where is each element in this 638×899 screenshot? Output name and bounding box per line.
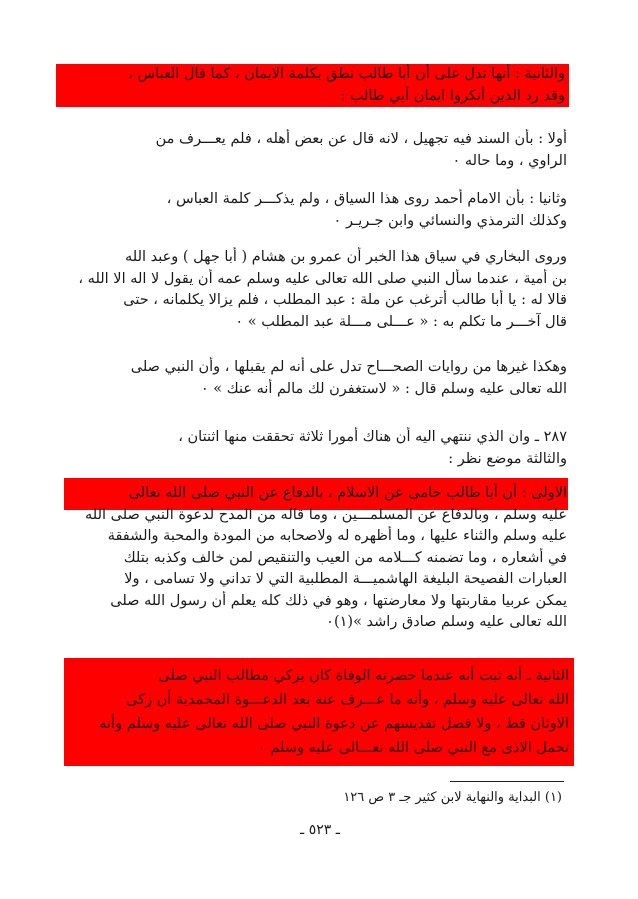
paragraph-second-objection xyxy=(62,189,567,232)
text-line: وروى البخاري في سياق هذا الخبر أن عمرو بن هشام ( أبا جهل ) وعبد الله xyxy=(125,249,567,265)
paragraph-first-objection xyxy=(62,129,567,172)
text-line: عليه وسلم ، وبالدفاع عن المسلمـــين ، وما قاله من المدح لدعوة النبي صلى الله xyxy=(85,506,567,523)
text-line: ٢٨٧ ـ وان الذي ننتهي اليه أن هناك أمورا ثلاثة تحققت منها اثنتان ، xyxy=(178,429,567,445)
paragraph-bukhari-narration xyxy=(62,247,567,333)
text-line: الاوثان قط ، ولا فضل تقديسهم عن دعوة النبي صلى الله تعالى عليه وسلم وأنه xyxy=(99,716,569,732)
text-line: وقد رد الذين أنكروا ايمان أبي طالب : xyxy=(340,87,565,104)
text-line: الله تعالى عليه وسلم صادق راشد »(١)٠ xyxy=(326,614,567,630)
text-line: تحمل الاذى مع النبي صلى الله تعـــالى عليه وسلم ٠ xyxy=(257,740,569,756)
footnote-separator xyxy=(450,781,564,782)
text-line: الله تعالى عليه وسلم ، وأنه ما عـــرف عنه بعد الدعـــوة المحمدية أن زكى xyxy=(126,692,569,708)
text-line: قال آخـــر ما تكلم به : « عـــلى مـــلة عبد المطلب » ٠ xyxy=(235,313,567,330)
paragraph-sahih-narrations xyxy=(62,357,567,400)
text-line: وكذلك الترمذي والنسائي وابن جـريـر ٠ xyxy=(333,212,567,229)
text-line: عليه وسلم والثناء عليها ، وما أظهره له ولاصحابه من المودة والمحبة والشفقة xyxy=(107,528,567,544)
text-line: الله تعالى عليه وسلم قال : « لاستغفرن لك مالم أنه عنك » ٠ xyxy=(200,380,567,397)
text-line: بن أمية ، عندما سأل النبي صلى الله تعالى عليه وسلم عمه أن يقول لا اله الا الله ، xyxy=(78,270,567,287)
paragraph-second-point-highlight xyxy=(64,658,574,766)
text-line: قالا له : يا أبا طالب أترغب عن ملة : عبد المطلب ، فلم يزالا يكلمانه ، حتى xyxy=(123,292,567,308)
text-line: يمكن عربيا مقاربتها ولا معارضتها ، وهو في ذلك كله يعلم أن رسول الله صلى xyxy=(110,592,567,609)
text-line: العبارات الفصيحة البليغة الهاشميـــة المطلبية التي لا تداني ولا تسامى ، ولا xyxy=(124,571,567,587)
footnote: (١) البداية والنهاية لابن كثير جـ ٣ ص ١٢٦ xyxy=(343,790,562,805)
text-line: أولا : بأن السند فيه تجهيل ، لانه قال عن بعض أهله ، فلم يعـــرف من xyxy=(155,131,567,147)
text-line: وهكذا غيرها من روايات الصحـــاح تدل على أنه لم يقبلها ، وأن النبي صلى xyxy=(130,359,567,375)
text-line: والثانية : أنها تدل على أن أبا طالب نطق بكلمة الايمان ، كما قال العباس ، xyxy=(128,66,565,82)
text-line: في أشعاره ، وما تضمنه كـــلامه من العيب والتنقيص لمن خالف وكذبه بتلك xyxy=(123,549,567,566)
paragraph-first-point xyxy=(62,483,567,634)
text-line: الاولى : أن أبا طالب حامى عن الاسلام ، بالدفاع عن النبي صلى الله تعالى xyxy=(128,485,567,501)
paragraph-second-highlight xyxy=(56,64,569,107)
text-line: الثانية ـ أنه ثبت أنه عندما حضرته الوفاة كان يزكي مطالب النبي صلى xyxy=(158,668,569,684)
text-line: والثالثة موضع نظر : xyxy=(448,450,567,467)
paragraph-287-conclusion xyxy=(62,427,567,470)
text-line: الراوي ، وما حاله ٠ xyxy=(452,152,567,169)
text-line: وثانيا : بأن الامام أحمد روى هذا السياق ، ولم يذكـــر كلمة العباس ، xyxy=(166,191,567,207)
page-number: ـ ٥٢٣ ـ xyxy=(300,822,340,838)
